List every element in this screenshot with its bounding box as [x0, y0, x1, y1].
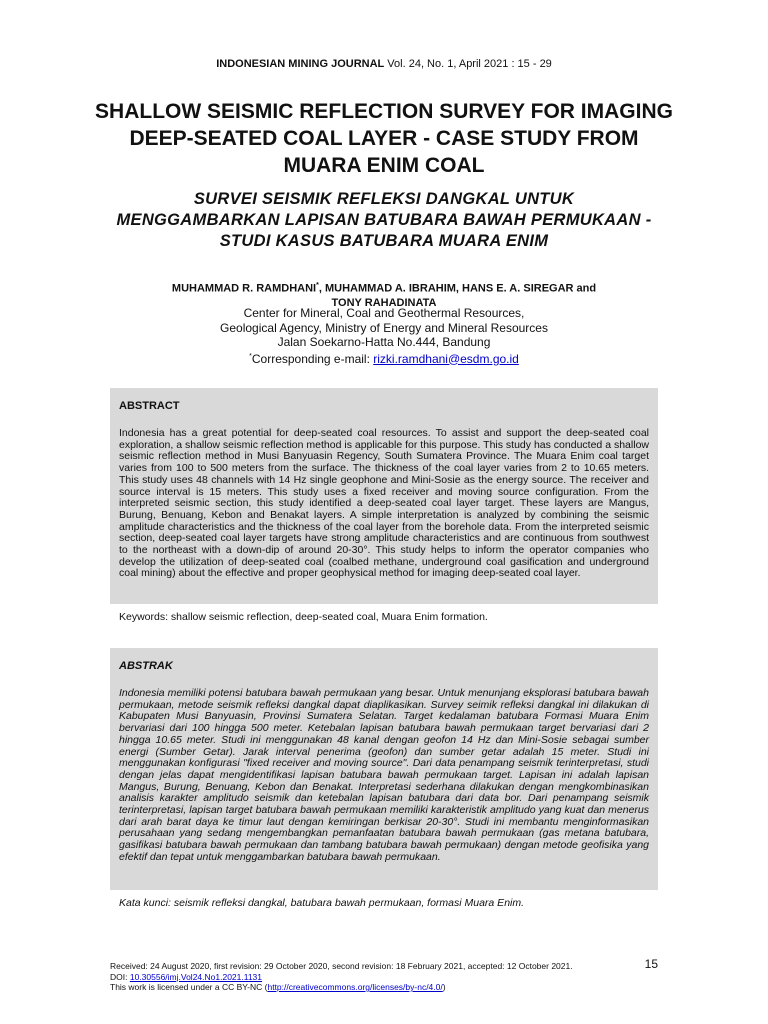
- doi-label: DOI:: [110, 971, 130, 982]
- abstrak-body: Indonesia memiliki potensi batubara bawah permukaan yang besar. Untuk menunjang eksplorasi batubara bawah permukaan, metode seismik refleksi dangkal dapat diaplikasikan. Survey seimik refleksi dangkal ini dilakukan di Kabupaten Musi Banyuasin, Provinsi Sumatera Selatan. Target kedalaman batubara Formasi Muara Enim bervariasi dari 100 hingga 500 meter. Ketebalan lapisan batubara bawah permukaan target bervariasi dari 2 hingga 10.65 meter. Studi ini menggunakan 48 kanal dengan geofon 14 Hz dan Mini-Sosie sebagai sumber energi (Sumber Getar). Jarak interval penerima (geofon) dan sumber getar adalah 15 meter. Studi ini menggunakan konfigurasi "fixed receiver and moving source". Dari data penampang seismik terinterpretasi, studi dengan jelas dapat mengidentifikasi lapisan batubara bawah permukaan target. Lapisan ini adalah lapisan Mangus, Burung, Benuang, Kebon dan Benakat. Interpretasi sederhana dilakukan dengan mengkombinasikan analisis karakter amplitudo seismik dan ketebalan lapisan batubara dari data bor. Dari penampang seismik terinterpretasi, lapisan target batubara bawah permukaan memiliki karakteristik amplitudo yang kuat dan menerus dari arah barat daya ke timur laut dengan kemiringan berkisar 20-30°. Studi ini membantu menginformasikan perusahaan yang sedang mengembangkan pemanfaatan batubara bawah permukaan (gas metana batubara, gasifikasi batubara bawah permukaan dan tambang batubara bawah permukaan) dengan metode geofisika yang efektif dan tepat untuk menggambarkan batubara bawah permukaan.: [119, 687, 649, 863]
- license-suffix: ): [442, 982, 446, 992]
- doi-link[interactable]: 10.30556/imj.Vol24.No1.2021.1131: [129, 971, 263, 982]
- author-line-1b: , MUHAMMAD A. IBRAHIM, HANS E. A. SIREGAR and: [318, 282, 597, 295]
- corresponding-email-line: [110, 350, 658, 367]
- received-dates: Received: 24 August 2020, first revision: 29 October 2020, second revision: 18 February 2021, accepted: 12 October 2021.: [110, 961, 573, 971]
- doi-line: [110, 972, 610, 983]
- email-marker: *: [249, 352, 252, 360]
- license-prefix: This work is licensed under a CC BY-NC (: [110, 982, 268, 992]
- license-link[interactable]: http://creativecommons.org/licenses/by-nc/4.0/: [267, 982, 443, 992]
- abstrak-heading: ABSTRAK: [119, 660, 173, 672]
- author-line-1a: MUHAMMAD R. RAMDHANI: [171, 282, 317, 295]
- email-label: Corresponding e-mail:: [251, 351, 374, 366]
- kata-kunci: Kata kunci: seismik refleksi dangkal, batubara bawah permukaan, formasi Muara Enim.: [119, 897, 525, 909]
- abstract-heading: ABSTRACT: [119, 400, 180, 412]
- paper-subtitle: SURVEI SEISMIK REFLEKSI DANGKAL UNTUK MENGGAMBARKAN LAPISAN BATUBARA BAWAH PERMUKAAN - STUDI KASUS BATUBARA MUARA ENIM: [116, 190, 652, 250]
- affiliation-line-1: Center for Mineral, Coal and Geothermal Resources,: [243, 306, 525, 320]
- footer: [110, 961, 610, 993]
- journal-name: INDONESIAN MINING JOURNAL: [216, 58, 385, 70]
- affiliation-line-2: Geological Agency, Ministry of Energy and Mineral Resources: [220, 320, 548, 335]
- journal-header: [0, 58, 768, 70]
- paper-title: SHALLOW SEISMIC REFLECTION SURVEY FOR IMAGING DEEP-SEATED COAL LAYER - CASE STUDY FROM MUARA ENIM COAL: [95, 100, 673, 177]
- author-line-2: TONY RAHADINATA: [331, 296, 437, 309]
- license-line: [110, 982, 610, 993]
- abstract-box: [110, 388, 658, 604]
- affiliation-line-3: Jalan Soekarno-Hatta No.444, Bandung: [277, 335, 491, 349]
- journal-issue: Vol. 24, No. 1, April 2021 : 15 - 29: [384, 58, 552, 70]
- abstrak-box: [110, 648, 658, 890]
- corresponding-marker: *: [316, 282, 319, 289]
- affiliation: [110, 306, 658, 366]
- email-link[interactable]: rizki.ramdhani@esdm.go.id: [373, 351, 519, 366]
- keywords: Keywords: shallow seismic reflection, deep-seated coal, Muara Enim formation.: [119, 611, 488, 623]
- page-number: 15: [644, 957, 658, 971]
- abstract-body: Indonesia has a great potential for deep-seated coal resources. To assist and support the deep-seated coal exploration, a shallow seismic reflection method is applicable for this purpose. This study has conducted a shallow seismic reflection method in Musi Banyuasin Regency, South Sumatera Province. The Muara Enim coal target varies from 100 to 500 meters from the surface. The thickness of the coal layer varies from 2 to 10.65 meters. This study uses 48 channels with 14 Hz single geophone and Mini-Sosie as the energy source. The receiver and source interval is 15 meters. This study uses a fixed receiver and moving source configuration. From the interpreted seismic section, this study identified a deep-seated coal layer target. These layers are Mangus, Burung, Benuang, Kebon and Benakat layers. A simple interpretation is analyzed by combining the seismic amplitude characteristics and the thickness of the coal layer from the borehole data. From the interpreted seismic section, deep-seated coal layer targets have strong amplitude characteristics and are continuous from southwest to the northeast with a down-dip of around 20-30°. This study helps to inform the operator companies who develop the utilization of deep-seated coal (coalbed methane, underground coal gasification and underground coal mining) about the effective and proper geophysical method for imaging deep-seated coal layer.: [119, 427, 649, 580]
